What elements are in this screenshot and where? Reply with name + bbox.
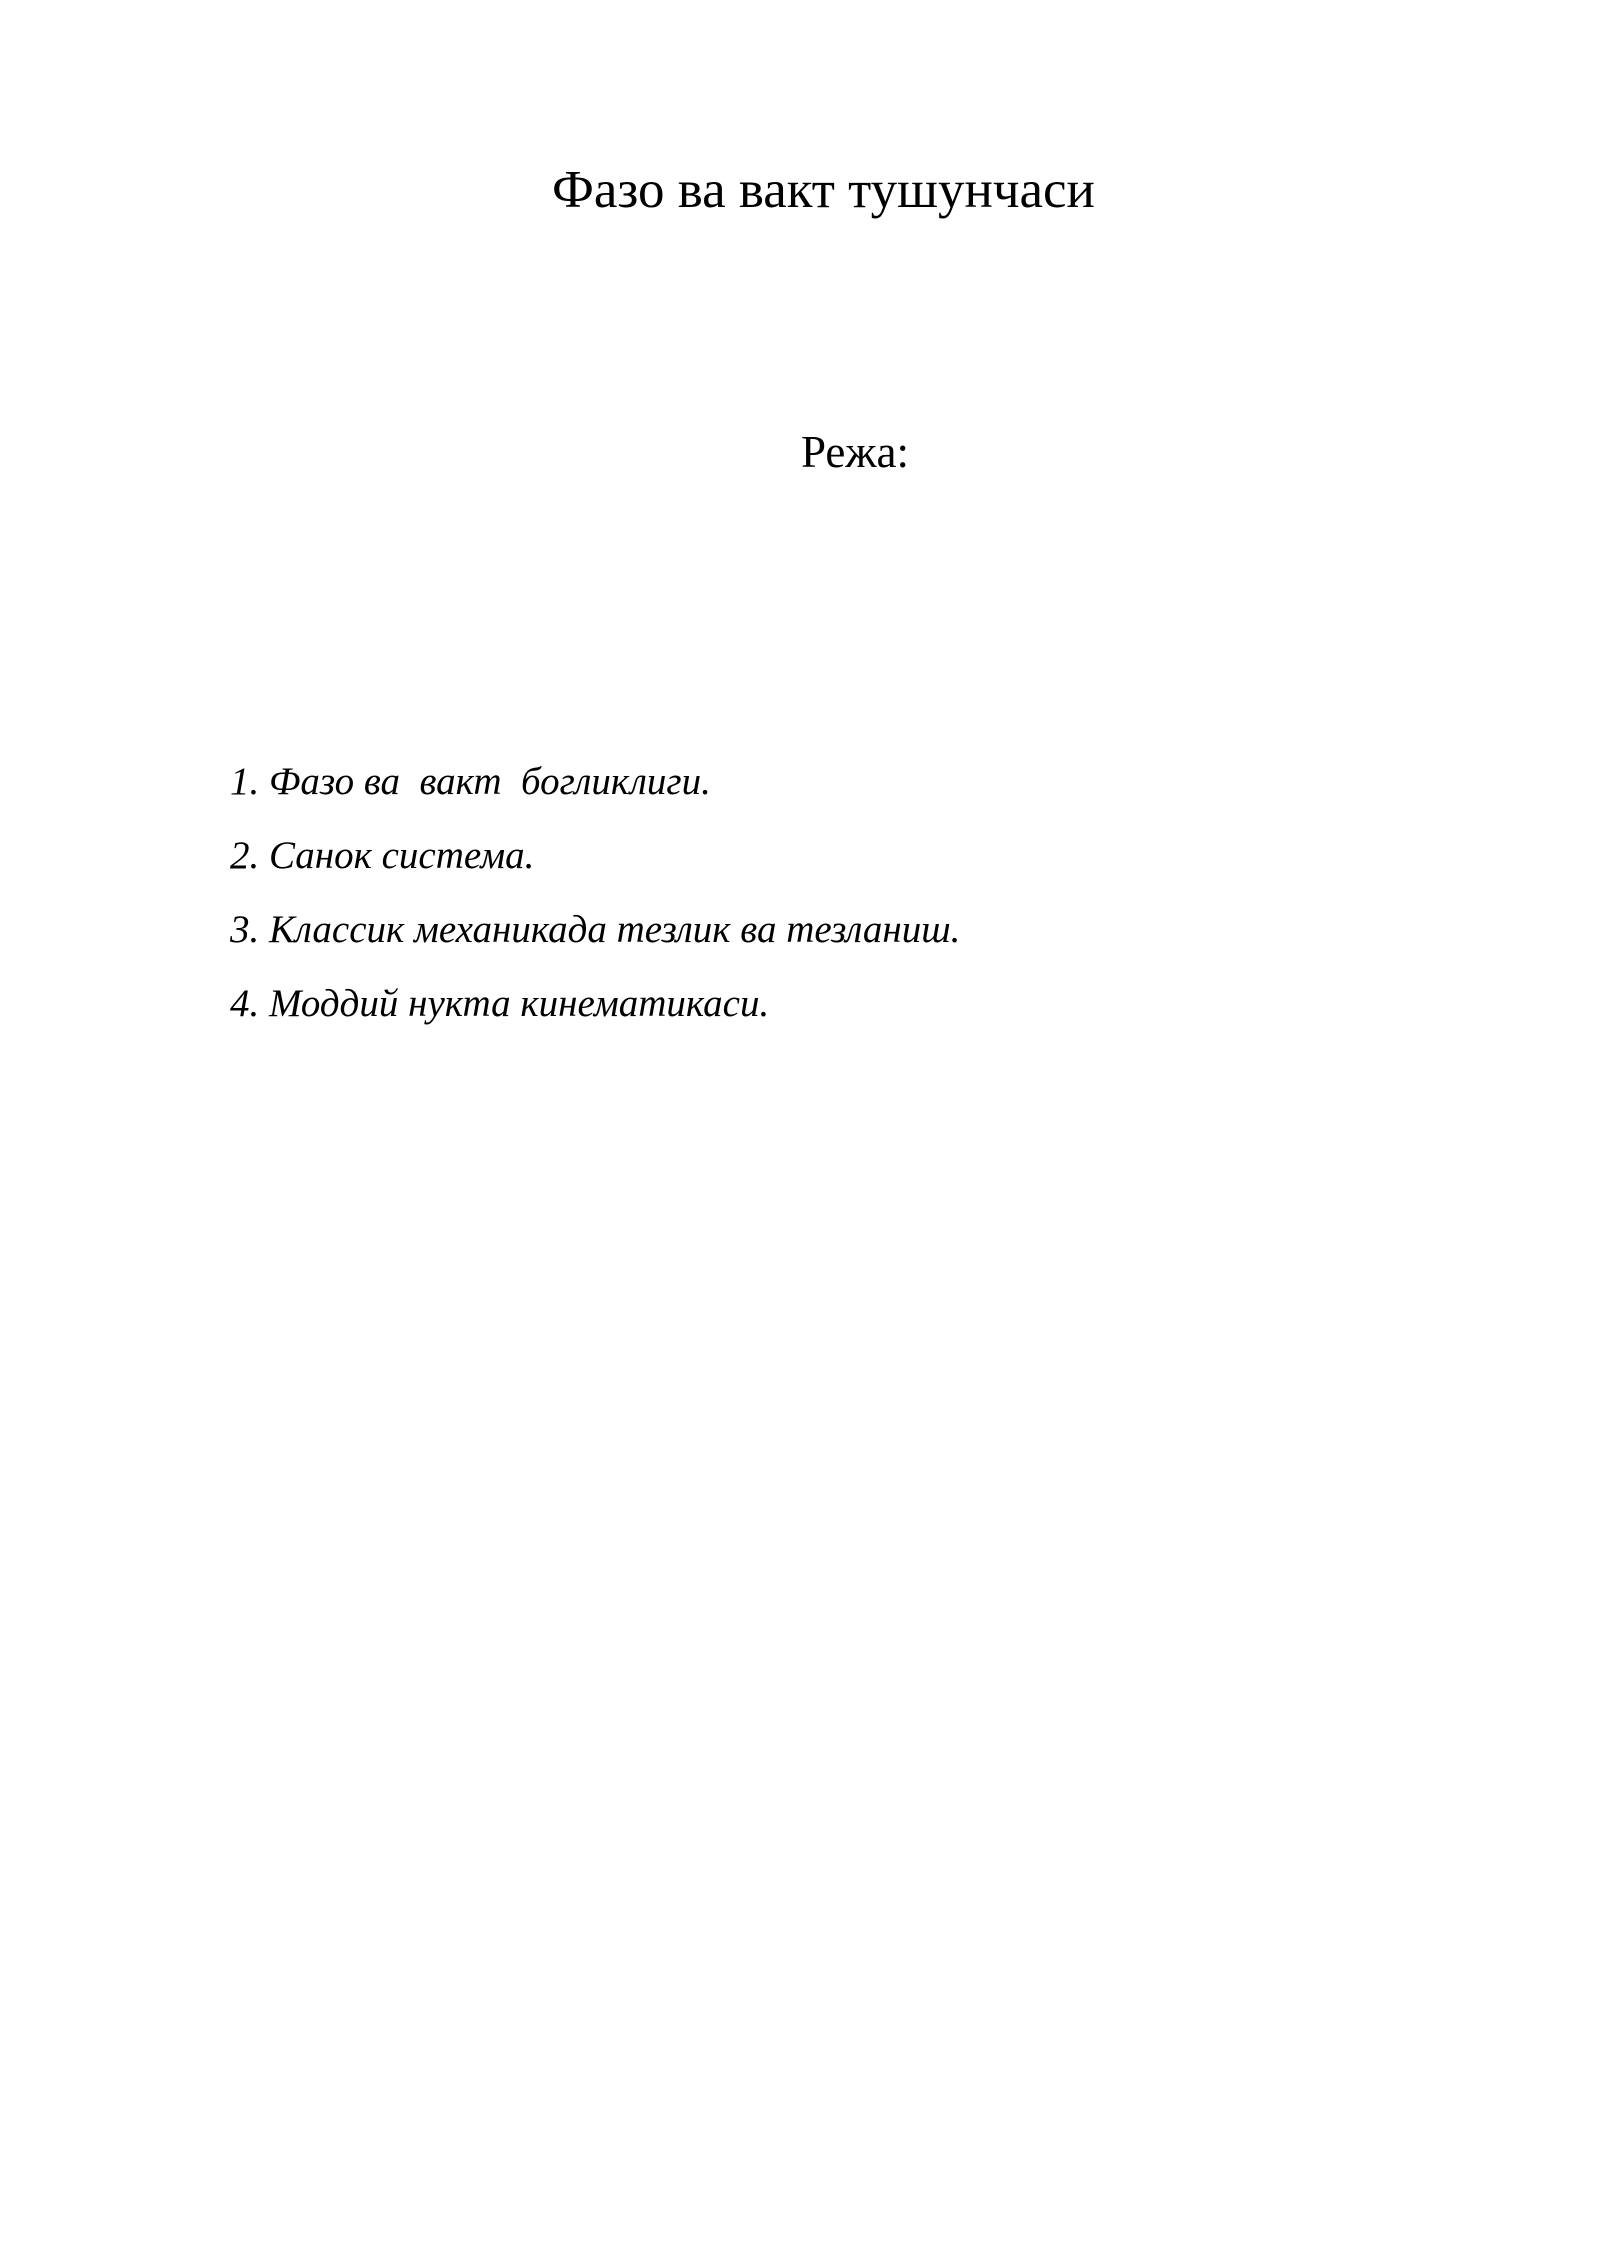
plan-item-2: 2. Санок система.: [230, 834, 535, 877]
plan-heading: Режа:: [801, 427, 909, 477]
plan-list: [230, 758, 960, 1054]
page-title: Фазо ва вакт тушунчаси: [552, 161, 1095, 219]
plan-item-4: 4. Моддий нукта кинематикаси.: [230, 982, 770, 1025]
plan-item-3: 3. Классик механикада тезлик ва тезланиш.: [230, 908, 961, 951]
plan-item-1: 1. Фазо ва вакт богликлиги.: [230, 760, 711, 803]
